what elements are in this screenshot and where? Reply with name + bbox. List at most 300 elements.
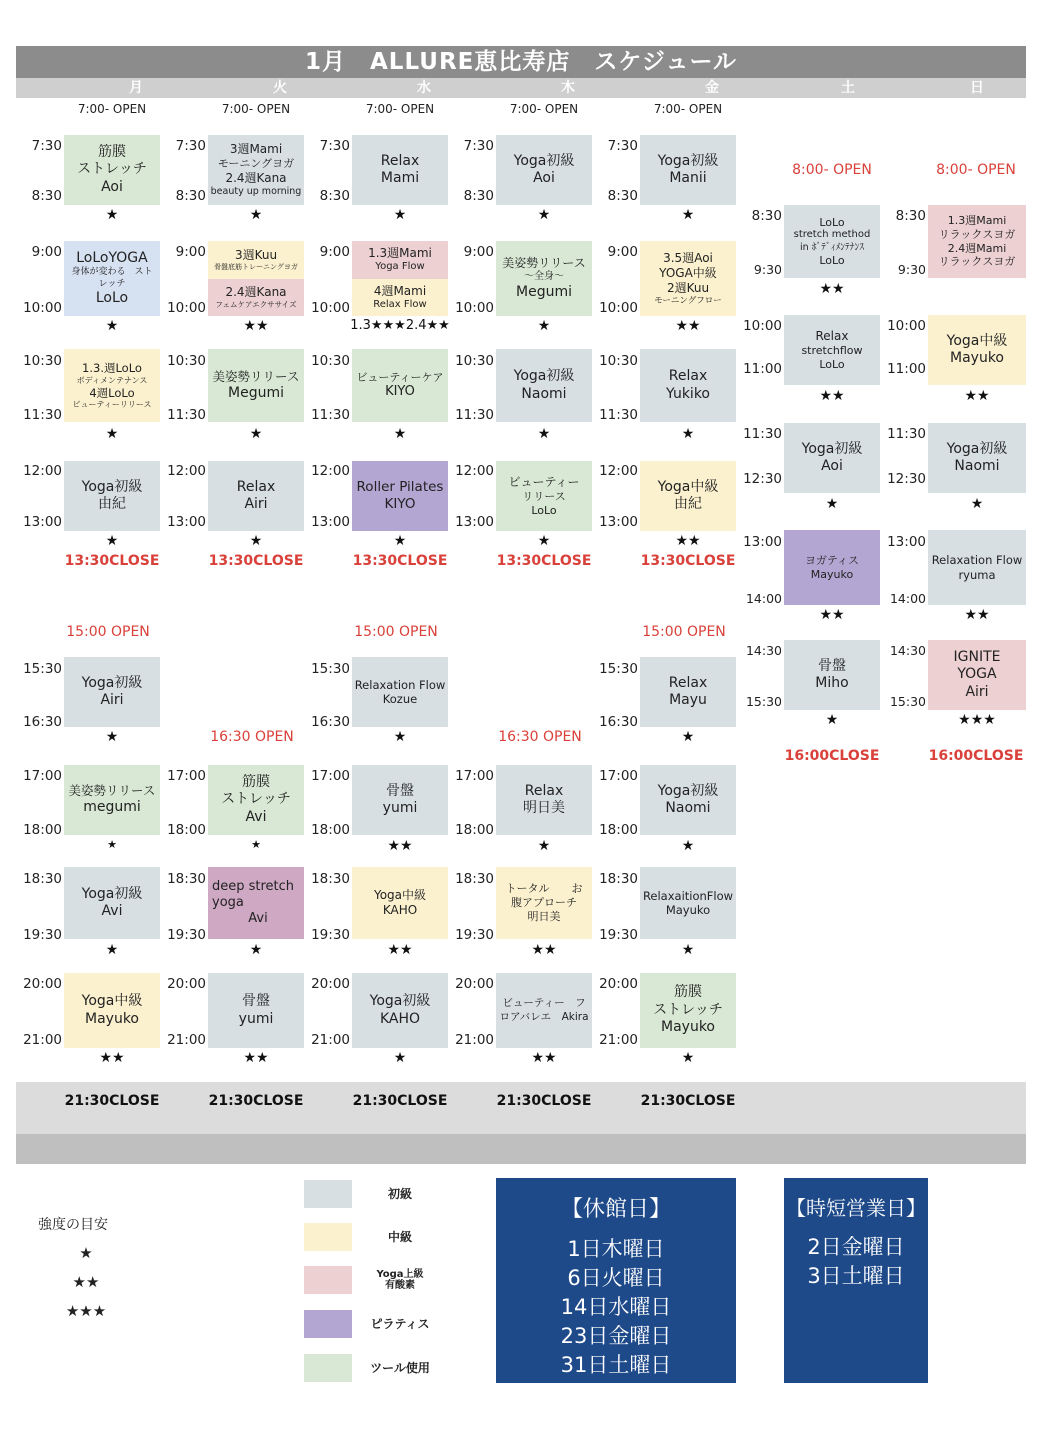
class-title: ロアバレエ Akira (499, 1010, 589, 1023)
class-card[interactable] (64, 657, 160, 727)
class-card[interactable] (352, 867, 448, 939)
close-label: 13:30CLOSE (352, 553, 448, 569)
time-label: 18:30 (167, 871, 206, 887)
time-label: 8:30 (895, 208, 926, 224)
intensity-guide-title: 強度の目安 (38, 1217, 108, 1233)
time-label: 17:00 (455, 768, 494, 784)
class-title: 3週Kuu (234, 247, 278, 262)
time-label: 11:00 (743, 361, 782, 377)
class-card[interactable] (496, 765, 592, 835)
open-label: 15:00 OPEN (642, 624, 726, 640)
time-label: 14:30 (889, 643, 926, 658)
class-card[interactable] (640, 973, 736, 1048)
class-title: Relax (668, 674, 708, 691)
class-title: IGNITE (953, 648, 1001, 665)
class-title: stretchflow (801, 343, 863, 357)
intensity-stars: ★ (249, 426, 263, 442)
class-title: LoLo (819, 215, 845, 229)
class-subtitle: 骨盤底筋トレーニングヨガ (214, 262, 298, 271)
time-label: 12:00 (311, 463, 350, 479)
class-title: 骨盤 (818, 657, 846, 674)
class-card[interactable] (64, 867, 160, 939)
time-label: 9:00 (607, 244, 638, 260)
intensity-stars: ★ (681, 729, 695, 745)
class-title: 筋膜 (674, 984, 702, 1001)
class-title: 4週Mami (373, 283, 427, 298)
time-label: 8:30 (31, 188, 62, 204)
time-label: 15:30 (23, 661, 62, 677)
legend-label: ツール使用 (370, 1361, 430, 1375)
class-card[interactable] (496, 241, 592, 316)
time-label: 18:00 (23, 822, 62, 838)
instructor: Naomi (665, 800, 711, 816)
class-card[interactable] (640, 657, 736, 727)
class-title: Yoga初級 (657, 782, 719, 799)
instructor: Yukiko (666, 385, 710, 402)
intensity-stars: ★ (249, 207, 263, 223)
time-label: 12:30 (743, 471, 782, 487)
close-label-fri: 21:30CLOSE (640, 1093, 736, 1109)
class-card[interactable] (784, 315, 880, 385)
class-title: 3週Mami (229, 142, 283, 157)
close-label-wed: 21:30CLOSE (352, 1093, 448, 1109)
intensity-stars: ★ (825, 496, 839, 512)
time-label: 20:00 (455, 976, 494, 992)
class-subtitle: モーニングフロー (654, 295, 722, 306)
closed-day-item: 14日水曜日 (560, 1295, 672, 1319)
class-title: Yoga初級 (81, 885, 143, 902)
instructor: Manii (669, 170, 707, 186)
instructor: KAHO (382, 903, 418, 917)
instructor: LoLo (531, 503, 557, 517)
time-label: 8:30 (175, 188, 206, 204)
instructor: 由紀 (674, 496, 702, 512)
class-card[interactable] (496, 867, 592, 939)
wed-open: 7:00- OPEN (365, 102, 435, 116)
time-label: 8:30 (751, 208, 782, 224)
class-title: Yoga中級 (373, 888, 427, 902)
class-title: 3.5週Aoi (663, 250, 713, 265)
class-card[interactable] (928, 423, 1026, 493)
instructor: LoLo (819, 357, 845, 371)
class-card[interactable] (64, 765, 160, 835)
time-label: 14:30 (745, 643, 782, 658)
class-title: ストレッチ (77, 161, 147, 178)
day-fri: 金 (705, 80, 719, 96)
legend-swatch-intermediate (304, 1223, 352, 1251)
instructor: Mayuko (665, 903, 711, 917)
time-label: 21:00 (455, 1032, 494, 1048)
time-label: 12:00 (599, 463, 638, 479)
class-card[interactable] (352, 135, 448, 205)
time-label: 18:00 (599, 822, 638, 838)
tue-open: 7:00- OPEN (221, 102, 291, 116)
class-card[interactable] (352, 241, 448, 316)
class-title: リリース (522, 489, 566, 503)
intensity-stars: ★★ (387, 838, 413, 854)
class-card[interactable] (208, 241, 304, 316)
time-label: 14:00 (889, 591, 926, 606)
time-label: 15:30 (889, 694, 926, 709)
class-subtitle: ～全身～ (524, 271, 564, 282)
intensity-stars: ★ (970, 496, 984, 512)
instructor: Mayu (669, 692, 707, 708)
intensity-2: ★★ (72, 1273, 100, 1291)
time-label: 11:30 (23, 407, 62, 423)
day-tue: 火 (273, 80, 287, 96)
open-label: 15:00 OPEN (354, 624, 438, 640)
intensity-stars: ★★ (819, 607, 845, 623)
class-card[interactable] (640, 349, 736, 422)
close-label-mon: 21:30CLOSE (64, 1093, 160, 1109)
class-title: ストレッチ (653, 1001, 723, 1018)
close-label: 13:30CLOSE (208, 553, 304, 569)
instructor: LoLo (95, 289, 129, 306)
open-label: 15:00 OPEN (66, 624, 150, 640)
intensity-stars: ★ (249, 533, 263, 549)
class-title: 美姿勢リリース (212, 368, 300, 384)
time-label: 11:30 (455, 407, 494, 423)
class-card[interactable] (640, 765, 736, 835)
time-label: 12:30 (887, 471, 926, 487)
time-label: 11:30 (167, 407, 206, 423)
time-label: 17:00 (311, 768, 350, 784)
time-label: 20:00 (167, 976, 206, 992)
instructor: Naomi (521, 385, 567, 402)
time-label: 10:30 (167, 353, 206, 369)
time-label: 15:30 (745, 694, 782, 709)
class-title: ストレッチ (221, 791, 291, 808)
class-card[interactable] (208, 461, 304, 531)
class-title: 美姿勢リリース (502, 256, 586, 270)
intensity-stars: ★★ (675, 318, 701, 334)
intensity-stars: ★ (537, 838, 551, 854)
intensity-stars: ★ (105, 533, 119, 549)
class-title: 1.3週Mami (947, 214, 1007, 227)
class-title: Yoga初級 (513, 368, 575, 384)
class-card[interactable] (640, 867, 736, 939)
instructor: Avi (248, 911, 268, 927)
day-mon: 月 (129, 80, 143, 96)
time-label: 11:30 (599, 407, 638, 423)
class-card[interactable] (784, 423, 880, 493)
short-day-item: 3日土曜日 (807, 1264, 905, 1288)
time-label: 18:30 (23, 871, 62, 887)
class-title: Yoga初級 (801, 440, 863, 457)
intensity-stars: ★ (105, 207, 119, 223)
instructor: KIYO (384, 496, 416, 512)
class-card[interactable] (784, 530, 880, 605)
time-label: 8:30 (463, 188, 494, 204)
close-label: 13:30CLOSE (496, 553, 592, 569)
time-label: 19:30 (599, 927, 638, 943)
class-title: Yoga初級 (946, 440, 1008, 457)
class-subtitle: リラックスヨガ (938, 227, 1016, 241)
class-card[interactable] (208, 135, 304, 205)
class-card[interactable] (352, 973, 448, 1048)
class-title: ビューティー フ (502, 997, 586, 1010)
class-title: deep stretch (212, 878, 295, 894)
instructor: Airi (244, 496, 268, 512)
time-label: 7:30 (31, 138, 62, 154)
intensity-stars: ★ (681, 942, 695, 958)
closed-day-item: 1日木曜日 (567, 1237, 665, 1261)
time-label: 9:00 (463, 244, 494, 260)
class-title: トータル お (505, 882, 583, 896)
time-label: 18:30 (311, 871, 350, 887)
intensity-stars: ★★ (819, 281, 845, 297)
class-card[interactable] (352, 349, 448, 422)
intensity-stars: ★ (537, 426, 551, 442)
time-label: 7:30 (463, 138, 494, 154)
instructor: Miho (815, 675, 849, 691)
class-card[interactable] (784, 205, 880, 278)
class-title: 1.3週Mami (368, 246, 432, 260)
instructor: 由紀 (98, 496, 126, 512)
page-title: 1月 ALLURE恵比寿店 スケジュール (16, 46, 1026, 78)
class-title: 2.4週Kana (225, 170, 287, 185)
instructor: Airi (100, 692, 124, 708)
class-title: Yoga初級 (81, 478, 143, 495)
sat-open: 8:00- OPEN (792, 162, 872, 178)
class-title: 筋膜 (98, 143, 126, 160)
close-label: 13:30CLOSE (64, 553, 160, 569)
intensity-stars: 1.3★★★2.4★★ (350, 318, 450, 333)
instructor: megumi (83, 799, 141, 816)
intensity-stars: ★ (105, 426, 119, 442)
close-label: 16:00CLOSE (784, 748, 880, 764)
class-title: YOGA中級 (659, 265, 717, 280)
class-card[interactable] (496, 349, 592, 422)
instructor: Aoi (821, 458, 843, 474)
intensity-stars: ★★ (819, 388, 845, 404)
class-card[interactable] (64, 461, 160, 531)
day-sun: 日 (970, 80, 984, 96)
time-label: 10:00 (887, 318, 926, 334)
time-label: 10:30 (311, 353, 350, 369)
intensity-stars: ★ (681, 207, 695, 223)
day-thu: 木 (561, 80, 575, 96)
class-card[interactable] (64, 241, 160, 316)
mon-open: 7:00- OPEN (77, 102, 147, 116)
close-label-thu: 21:30CLOSE (496, 1093, 592, 1109)
short-day-item: 2日金曜日 (807, 1235, 905, 1259)
legend-swatch-advanced (304, 1266, 352, 1294)
intensity-stars: ★ (393, 426, 407, 442)
class-card[interactable] (928, 315, 1026, 385)
time-label: 20:00 (311, 976, 350, 992)
intensity-stars: ★★ (243, 318, 269, 334)
class-card[interactable] (928, 530, 1026, 605)
time-label: 13:00 (887, 534, 926, 550)
time-label: 11:00 (887, 361, 926, 377)
time-label: 16:30 (23, 714, 62, 730)
time-label: 10:00 (23, 300, 62, 316)
legend-label: 初級 (387, 1187, 412, 1201)
class-card[interactable] (928, 640, 1026, 710)
class-title: ビューティー (508, 474, 580, 489)
time-label: 9:30 (897, 262, 926, 277)
class-title: Yoga初級 (81, 674, 143, 691)
time-label: 11:30 (743, 426, 782, 442)
time-label: 21:00 (23, 1032, 62, 1048)
instructor: 明日美 (527, 909, 561, 923)
class-card[interactable] (64, 135, 160, 205)
legend-swatch-pilates (304, 1310, 352, 1338)
legend-swatch-tools (304, 1354, 352, 1382)
time-label: 10:30 (599, 353, 638, 369)
class-card[interactable] (208, 349, 304, 422)
time-label: 10:00 (743, 318, 782, 334)
intensity-stars: ★★★ (958, 712, 996, 728)
time-label: 20:00 (599, 976, 638, 992)
class-title: Yoga中級 (657, 478, 719, 495)
time-label: 19:30 (455, 927, 494, 943)
class-title: yoga (212, 894, 244, 910)
intensity-stars: ★ (537, 207, 551, 223)
class-subtitle: ボディメンテナンス (76, 375, 148, 385)
class-title: 1.3.週LoLo (82, 361, 142, 376)
class-title: Relaxation Flow (354, 677, 446, 692)
class-subtitle: リラックスヨガ (938, 255, 1016, 269)
intensity-stars: ★ (681, 838, 695, 854)
close-label: 13:30CLOSE (640, 553, 736, 569)
intensity-stars: ★★ (531, 1050, 557, 1066)
intensity-stars: ★ (393, 207, 407, 223)
class-card[interactable] (640, 461, 736, 531)
time-label: 8:30 (607, 188, 638, 204)
time-label: 20:00 (23, 976, 62, 992)
legend-swatch-beginner (304, 1180, 352, 1208)
class-card[interactable] (208, 973, 304, 1048)
class-card[interactable] (352, 657, 448, 727)
intensity-stars: ★ (393, 1050, 407, 1066)
instructor: Kozue (382, 692, 418, 706)
class-card[interactable] (784, 640, 880, 710)
time-label: 12:00 (455, 463, 494, 479)
class-card[interactable] (352, 765, 448, 835)
class-title: 2週Kuu (666, 280, 710, 295)
intensity-stars: ★★ (964, 607, 990, 623)
time-label: 17:00 (167, 768, 206, 784)
time-label: 13:00 (311, 514, 350, 530)
time-label: 13:00 (599, 514, 638, 530)
time-label: 7:30 (607, 138, 638, 154)
time-label: 21:00 (311, 1032, 350, 1048)
time-label: 21:00 (167, 1032, 206, 1048)
legend-label: Yoga上級 有酸素 (376, 1269, 424, 1291)
class-subtitle: レッチ (98, 278, 126, 289)
closed-day-item: 23日金曜日 (560, 1324, 672, 1348)
instructor: Airi (965, 683, 989, 700)
class-title: Relaxation Flow (931, 553, 1023, 568)
close-label-tue: 21:30CLOSE (208, 1093, 304, 1109)
time-label: 9:00 (319, 244, 350, 260)
intensity-stars: ★ (105, 318, 119, 334)
class-title: stretch method (793, 229, 871, 241)
time-label: 14:00 (745, 591, 782, 606)
time-label: 18:30 (599, 871, 638, 887)
intensity-stars: ★★ (675, 533, 701, 549)
legend-label: 中級 (387, 1230, 412, 1244)
instructor: LoLo (819, 253, 845, 267)
class-card[interactable] (496, 973, 592, 1048)
time-label: 18:00 (455, 822, 494, 838)
class-title: 2.4週Mami (947, 241, 1007, 255)
class-title: LoLoYOGA (76, 249, 148, 266)
time-label: 10:00 (167, 300, 206, 316)
class-card[interactable] (928, 205, 1026, 278)
closed-day-item: 6日火曜日 (567, 1266, 665, 1290)
class-card[interactable] (640, 135, 736, 205)
fri-open: 7:00- OPEN (653, 102, 723, 116)
instructor: ryuma (958, 567, 996, 582)
intensity-stars: ★ (681, 426, 695, 442)
class-title: 骨盤 (386, 782, 414, 799)
time-label: 18:30 (455, 871, 494, 887)
class-title: Yoga中級 (946, 332, 1008, 349)
intensity-stars: ★ (249, 942, 263, 958)
time-label: 10:30 (23, 353, 62, 369)
time-label: 11:30 (311, 407, 350, 423)
class-title: Relax (668, 368, 708, 384)
short-hours-title: 【時短営業日】 (786, 1196, 926, 1220)
instructor: Mayuko (950, 350, 1004, 366)
instructor: Avi (101, 903, 123, 919)
intensity-stars: ★★ (243, 1050, 269, 1066)
weekday-header-row (16, 78, 1026, 98)
class-title: Yoga初級 (513, 152, 575, 169)
time-label: 21:00 (599, 1032, 638, 1048)
class-card[interactable] (208, 765, 304, 835)
class-title: Yoga初級 (369, 993, 431, 1009)
class-card[interactable] (64, 349, 160, 422)
time-label: 17:00 (599, 768, 638, 784)
class-card[interactable] (496, 135, 592, 205)
class-card[interactable] (208, 867, 304, 939)
time-label: 18:00 (311, 822, 350, 838)
time-label: 13:00 (23, 514, 62, 530)
time-label: 17:00 (23, 768, 62, 784)
time-label: 10:30 (455, 353, 494, 369)
class-title: 腹アプローチ (511, 896, 577, 910)
instructor: Mayuko (661, 1019, 715, 1036)
time-label: 15:30 (599, 661, 638, 677)
time-label: 12:00 (167, 463, 206, 479)
intensity-stars: ★ (393, 533, 407, 549)
short-hours-box (784, 1178, 928, 1383)
class-title: ビューティーケア (356, 370, 444, 384)
time-label: 8:30 (319, 188, 350, 204)
class-card[interactable] (352, 461, 448, 531)
class-card[interactable] (496, 461, 592, 531)
class-subtitle: フェムケアエクササイズ (215, 300, 297, 310)
sun-open: 8:00- OPEN (936, 162, 1016, 178)
intensity-stars: ★ (105, 942, 119, 958)
intensity-stars: ★ (393, 729, 407, 745)
time-label: 16:30 (311, 714, 350, 730)
time-label: 15:30 (311, 661, 350, 677)
class-card[interactable] (64, 973, 160, 1048)
intensity-stars: ★ (825, 712, 839, 728)
intensity-stars: ★ (107, 838, 117, 851)
time-label: 13:00 (743, 534, 782, 550)
class-subtitle: 身体が変わる スト (71, 267, 153, 278)
class-card[interactable] (640, 241, 736, 316)
class-title: 美姿勢リリース (68, 783, 156, 799)
closed-day-item: 31日土曜日 (560, 1353, 672, 1377)
class-subtitle: beauty up morning (210, 185, 302, 197)
